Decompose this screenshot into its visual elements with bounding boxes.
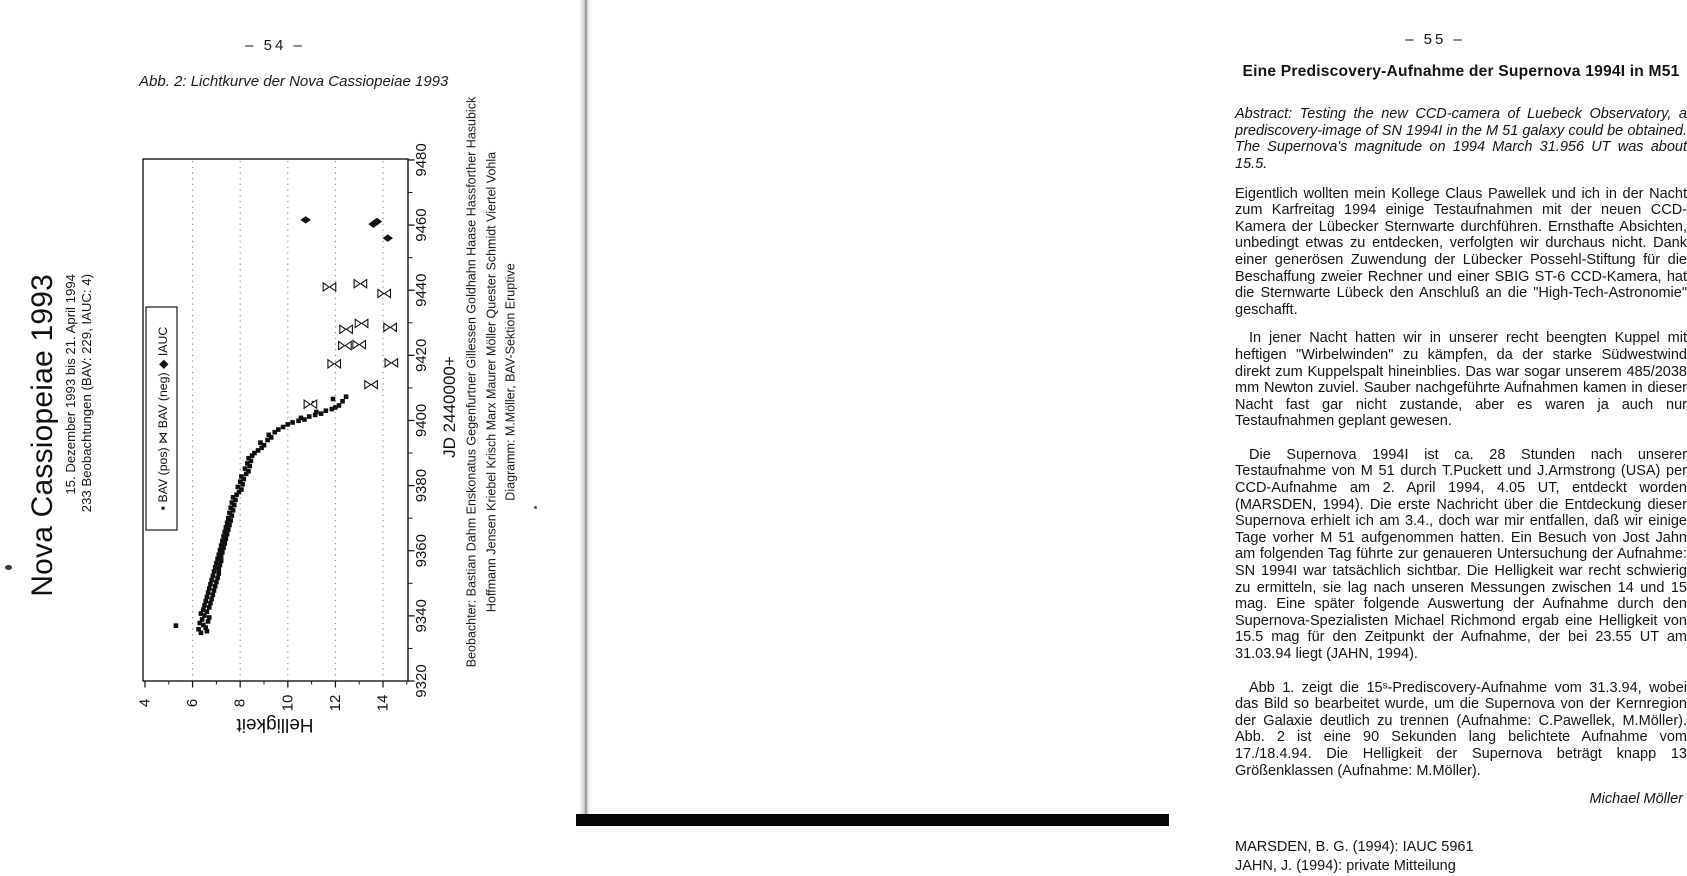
article-paragraph: Eigentlich wollten mein Kollege Claus Pawellek und ich in der Nacht zum Karfreitag 1994 einige Testaufnahmen mit der neuen CCD-Kamera der Lübecker Sternwarte durchführen. Ernsthafte Absichten, unbedingt etwas zu entdecken, verfolgten wir durchaus nicht. Dank einer generösen Zuwendung der Lübecker Possehl-Stiftung für die Beschaffung zweier Rechner und einer SBIG ST-6 CCD-Kamera, hat die Sternwarte Lübeck den Anschluß an die "High-Tech-Astronomie" geschafft. xyxy=(1235,185,1687,318)
svg-text:9460: 9460 xyxy=(413,208,430,242)
scan-speck xyxy=(534,506,537,509)
page-55 xyxy=(578,0,1687,874)
svg-text:JD 2440000+: JD 2440000+ xyxy=(440,356,459,458)
article-paragraph: In jener Nacht hatten wir in unserer recht beengten Kuppel mit heftigen "Wirbelwinden" zu kämpfen, da der starke Südwestwind direkt zum Kuppelspalt hineinblies. Das war sogar unserem 485/2038 mm Newton zuviel. Sauber nachgeführte Aufnahmen kamen in dieser Nacht fast gar nicht zustande, aber es waren ja auch nur Testaufnahmen geplant gewesen. xyxy=(1235,330,1687,430)
figure-subtitle-dates: 15. Dezember 1993 bis 21. April 1994 xyxy=(63,274,78,495)
svg-text:8: 8 xyxy=(231,698,249,708)
svg-text:12: 12 xyxy=(326,694,344,712)
lightcurve-chart xyxy=(125,135,475,755)
article-paragraph: Abb 1. zeigt die 15ˢ-Prediscovery-Aufnahme vom 31.3.94, wobei das Bild so bearbeitet wurde, um die Supernova von der Kernregion der Galaxie deutlich zu trennen (Aufnahme: C.Pawellek, M.Möller). Abb. 2 ist eine 90 Sekunden lang belichtete Aufnahme vom 17./18.4.94. Die Helligkeit der Supernova beträgt knapp 13 Größenklassen (Aufnahme: M.Möller). xyxy=(1235,679,1687,779)
article-title: Eine Prediscovery-Aufnahme der Supernova 1994I in M51 xyxy=(1242,62,1680,80)
svg-text:10: 10 xyxy=(279,694,297,712)
reference-item: JAHN, J. (1994): private Mitteilung xyxy=(1235,857,1456,874)
svg-text:Helligkeit: Helligkeit xyxy=(236,714,314,735)
article-column xyxy=(1235,32,1687,876)
author-signature: Michael Möller xyxy=(1589,791,1683,808)
figure-title-block xyxy=(28,274,128,604)
page-number-left: – 54 – xyxy=(245,37,305,54)
observers-line-1: Beobachter: Bastian Dahm Enskonatus Gegenfurtner Gillessen Goldhahn Haase Hassforther Hasubick xyxy=(464,96,479,668)
svg-text:▪ BAV (pos) ⋈ BAV (neg) ◆ IA: ▪ BAV (pos) ⋈ BAV (neg) ◆ IAUC xyxy=(156,326,170,511)
svg-text:9440: 9440 xyxy=(413,273,430,307)
page-number-right: – 55 – xyxy=(1405,31,1465,48)
observers-line-2: Hoffmann Jensen Kriebel Krisch Marx Maurer Möller Quester Schmidt Viertel Vohla xyxy=(484,151,498,613)
reference-item: MARSDEN, B. G. (1994): IAUC 5961 xyxy=(1235,838,1474,855)
page-54 xyxy=(0,0,578,826)
svg-text:9360: 9360 xyxy=(413,534,430,568)
article-abstract: Abstract: Testing the new CCD-camera of Luebeck Observatory, a prediscovery-image of SN 1994I in the M 51 galaxy could be obtained. The Supernova's magnitude on 1994 March 31.956 UT was about 15.5. xyxy=(1235,106,1687,172)
svg-text:9400: 9400 xyxy=(413,403,430,438)
figure-title: Nova Cassiopeiae 1993 xyxy=(26,274,59,597)
svg-text:14: 14 xyxy=(374,694,392,712)
article-paragraph: Die Supernova 1994I ist ca. 28 Stunden nach unserer Testaufnahme von M 51 durch T.Puckett und J.Armstrong (USA) per CCD-Aufnahme am 2. April 1994, 4.05 UT, entdeckt worden (MARSDEN, 1994). Die erste Nachricht über die Entdeckung dieser Supernova erhielt ich am 3.4., doch war mir entfallen, daß wir einige Tage vorher M 51 aufgenommen hatten. Ein Besuch von Jost Jahn am folgenden Tag führte zur genaueren Untersuchung der Aufnahme: SN 1994I war tatsächlich sichtbar. Die Helligkeit war recht schwierig zu ermitteln, sie lag nach unseren Messungen zwischen 14 und 15 mag. Eine später folgende Auswertung der Aufnahme durch den Supernova-Spezialisten Michael Richmond ergab eine Helligkeit von 15.5 mag für den Zeitpunkt der Aufnahme, der bei 23.55 UT am 31.03.94 liegt (JAHN, 1994). xyxy=(1235,446,1687,662)
scan-speck xyxy=(5,565,12,570)
references-block xyxy=(1235,838,1687,876)
svg-text:9480: 9480 xyxy=(413,143,430,177)
svg-text:9380: 9380 xyxy=(413,468,430,503)
diagram-credit-line: Diagramm: M.Möller, BAV-Sektion Eruptive xyxy=(503,263,518,501)
svg-text:9340: 9340 xyxy=(413,599,430,633)
svg-text:9420: 9420 xyxy=(413,338,430,373)
svg-text:6: 6 xyxy=(184,698,202,708)
figure-caption: Abb. 2: Lichtkurve der Nova Cassiopeiae 1993 xyxy=(139,73,449,90)
observers-credit-block xyxy=(463,95,525,670)
svg-text:9320: 9320 xyxy=(413,664,430,698)
svg-text:4: 4 xyxy=(136,698,154,708)
figure-subtitle-count: 233 Beobachtungen (BAV: 229, IAUC: 4) xyxy=(79,274,95,513)
